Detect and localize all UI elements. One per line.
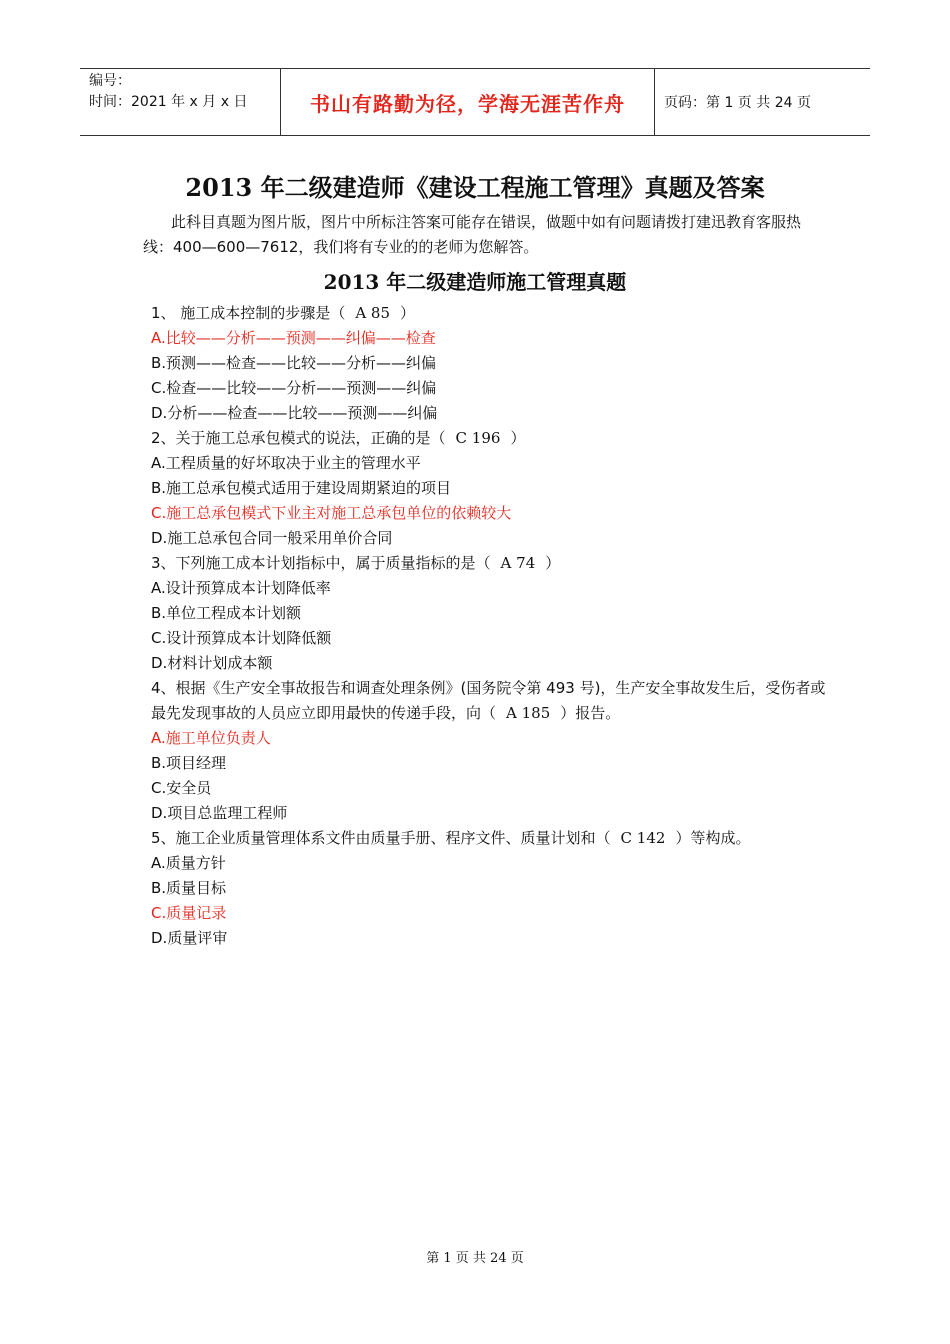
- option-a: A.质量方针: [151, 854, 226, 872]
- question-2: [151, 426, 831, 551]
- option-b: B.预测——检查——比较——分析——纠偏: [151, 354, 437, 372]
- question-4: [151, 676, 831, 826]
- answer-key: A 185: [506, 704, 551, 722]
- answer-key: C 142: [620, 829, 666, 847]
- header-meta-cell: [80, 69, 281, 135]
- option-c: C.施工总承包模式下业主对施工总承包单位的依赖较大: [151, 504, 512, 522]
- answer-key: A 74: [500, 554, 536, 572]
- option-a: A.施工单位负责人: [151, 729, 271, 747]
- question-stem: 1、 施工成本控制的步骤是（ A 85 ）: [151, 304, 416, 322]
- section-subtitle: 2013 年二级建造师施工管理真题: [323, 270, 627, 294]
- time-label: 时间：2021 年 x 月 x 日: [89, 94, 248, 110]
- option-a: A.比较——分析——预测——纠偏——检查: [151, 329, 436, 347]
- option-c: C.质量记录: [151, 904, 227, 922]
- header-motto-cell: [281, 69, 655, 135]
- option-a: A.工程质量的好坏取决于业主的管理水平: [151, 454, 421, 472]
- option-b: B.质量目标: [151, 879, 227, 897]
- document-title: 2013 年二级建造师《建设工程施工管理》真题及答案: [185, 173, 765, 202]
- page-footer: 第 1 页 共 24 页: [426, 1251, 524, 1266]
- question-stem: 4、根据《生产安全事故报告和调查处理条例》(国务院令第 493 号)，生产安全事故发生后，受伤者或最先发现事故的人员应立即用最快的传递手段，向（ A 185 ）报告。: [151, 679, 826, 722]
- option-c: C.检查——比较——分析——预测——纠偏: [151, 379, 437, 397]
- option-c: C.安全员: [151, 779, 212, 797]
- question-stem: 2、关于施工总承包模式的说法，正确的是（ C 196 ）: [151, 429, 526, 447]
- option-c: C.设计预算成本计划降低额: [151, 629, 332, 647]
- option-d: D.材料计划成本额: [151, 654, 273, 672]
- answer-key: A 85: [355, 304, 391, 322]
- question-stem: 5、施工企业质量管理体系文件由质量手册、程序文件、质量计划和（ C 142 ）等构成。: [151, 829, 751, 847]
- option-d: D.分析——检查——比较——预测——纠偏: [151, 404, 438, 422]
- question-list: [151, 301, 831, 951]
- option-b: B.单位工程成本计划额: [151, 604, 302, 622]
- option-d: D.项目总监理工程师: [151, 804, 288, 822]
- header-table: [80, 68, 870, 136]
- option-d: D.施工总承包合同一般采用单价合同: [151, 529, 393, 547]
- option-b: B.施工总承包模式适用于建设周期紧迫的项目: [151, 479, 452, 497]
- question-1: [151, 301, 831, 426]
- header-page-cell: [655, 69, 870, 135]
- number-label: 编号：: [89, 73, 131, 89]
- intro-paragraph: 此科目真题为图片版，图片中所标注答案可能存在错误，做题中如有问题请拨打建迅教育客服热线：400—600—7612，我们将有专业的的老师为您解答。: [143, 213, 802, 256]
- option-b: B.项目经理: [151, 754, 227, 772]
- question-3: [151, 551, 831, 676]
- question-5: [151, 826, 831, 951]
- option-d: D.质量评审: [151, 929, 228, 947]
- motto-text: 书山有路勤为径，学海无涯苦作舟: [310, 91, 625, 116]
- answer-key: C 196: [455, 429, 501, 447]
- question-stem: 3、下列施工成本计划指标中，属于质量指标的是（ A 74 ）: [151, 554, 561, 572]
- option-a: A.设计预算成本计划降低率: [151, 579, 331, 597]
- page-info: 页码：第 1 页 共 24 页: [664, 95, 811, 111]
